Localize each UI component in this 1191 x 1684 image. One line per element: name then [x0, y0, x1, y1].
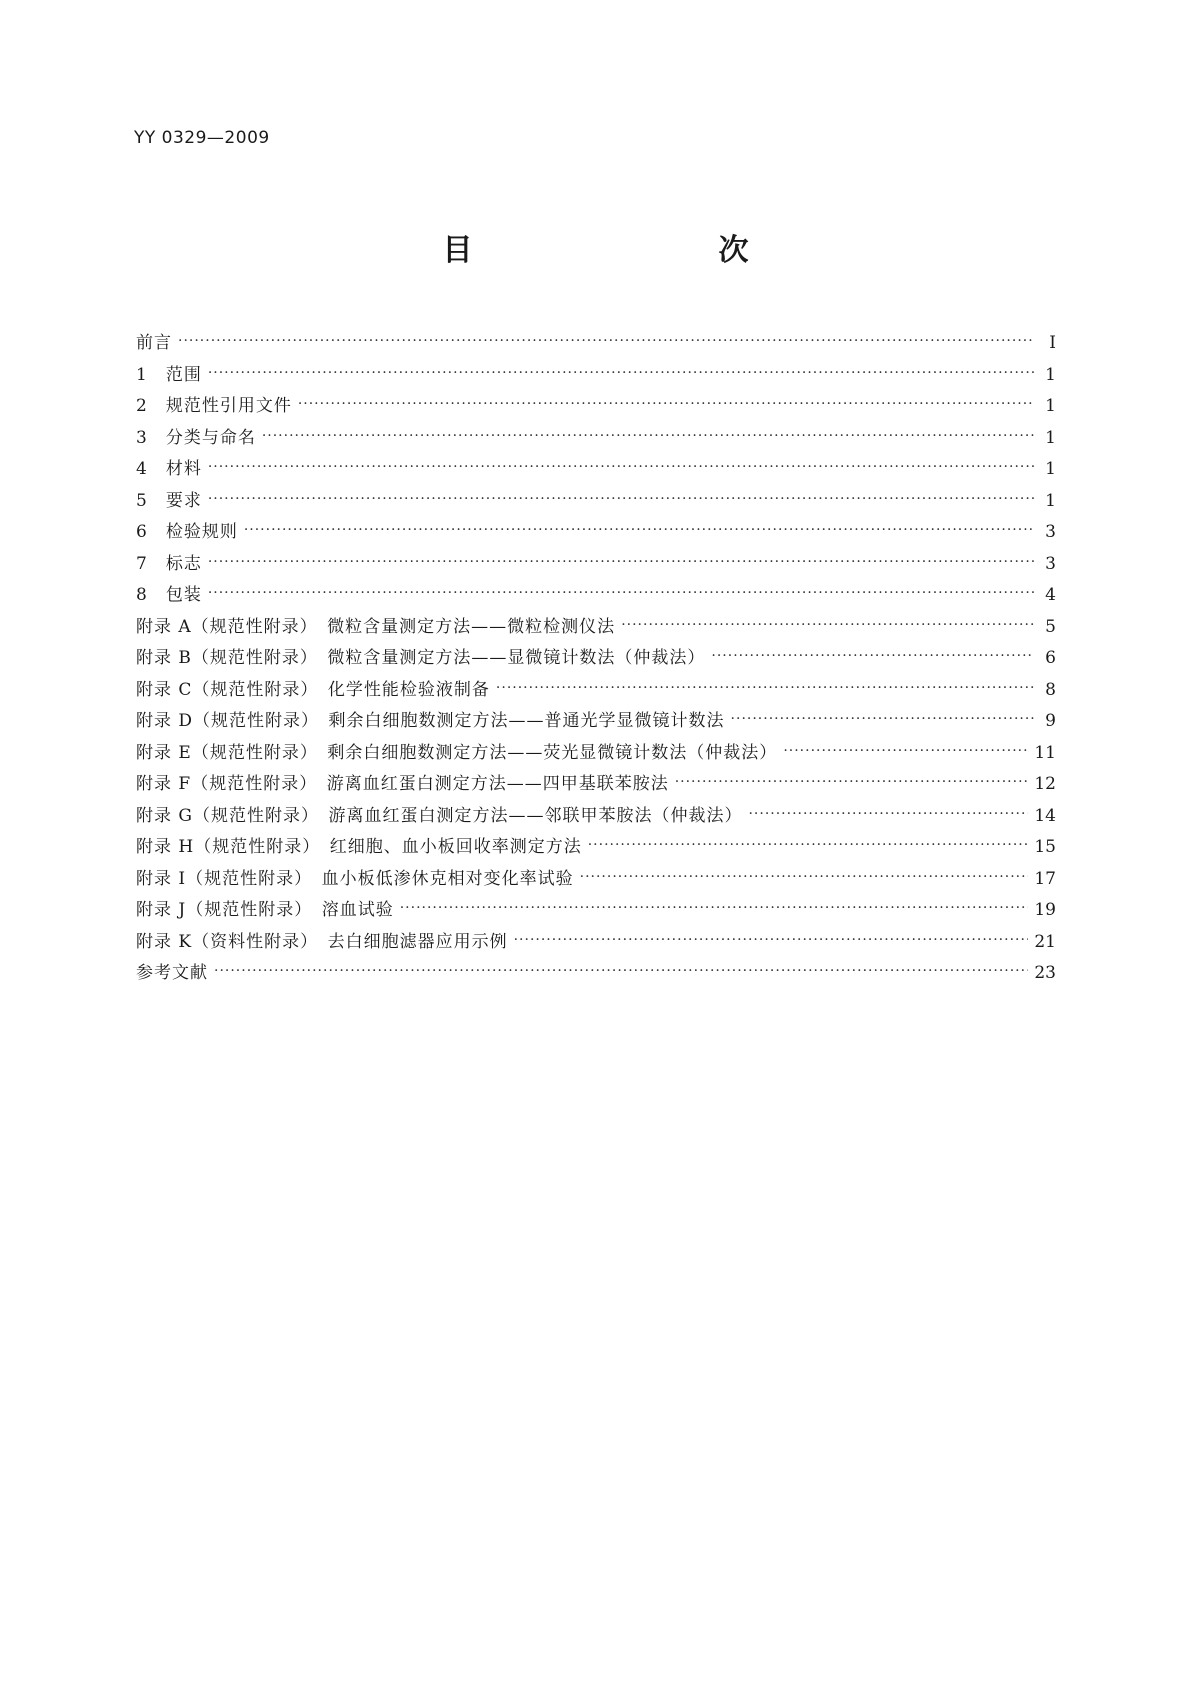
toc-entry-page: Ⅰ: [1049, 333, 1056, 353]
toc-entry-annex-k[interactable]: [136, 927, 1056, 959]
toc-entry-annex-g[interactable]: [136, 801, 1056, 833]
toc-entry-annex-a[interactable]: [136, 612, 1056, 644]
toc-leader-dots: [208, 554, 1034, 570]
toc-entry-materials[interactable]: [136, 454, 1056, 486]
toc-leader-dots: [214, 963, 1028, 979]
toc-entry-label: 附录 H（规范性附录） 红细胞、血小板回收率测定方法: [136, 837, 582, 857]
toc-entry-page: 5: [1045, 616, 1056, 637]
toc-leader-dots: [208, 459, 1034, 475]
toc-leader-dots: [496, 680, 1034, 696]
toc-leader-dots: [675, 774, 1029, 790]
toc-entry-label: 7 标志: [136, 553, 202, 574]
toc-entry-annex-e[interactable]: [136, 738, 1056, 770]
toc-entry-inspection-rules[interactable]: [136, 517, 1056, 549]
toc-entry-page: 3: [1045, 553, 1056, 574]
toc-entry-label: 1 范围: [136, 364, 202, 385]
toc-entry-label: 5 要求: [136, 490, 202, 511]
toc-entry-annex-h[interactable]: [136, 832, 1056, 864]
toc-leader-dots: [514, 932, 1029, 948]
toc-entry-label: 前言: [136, 333, 172, 353]
toc-entry-normative-references[interactable]: [136, 391, 1056, 423]
toc-leader-dots: [208, 491, 1034, 507]
toc-leader-dots: [621, 617, 1034, 633]
toc-entry-annex-j[interactable]: [136, 895, 1056, 927]
toc-entry-label: 4 材料: [136, 459, 202, 479]
toc-entry-label: 附录 C（规范性附录） 化学性能检验液制备: [136, 679, 490, 700]
toc-entry-page: 12: [1034, 774, 1056, 794]
toc-entry-label: 附录 A（规范性附录） 微粒含量测定方法——微粒检测仪法: [136, 616, 616, 637]
toc-leader-dots: [783, 743, 1028, 759]
toc-entry-page: 23: [1034, 963, 1056, 983]
toc-entry-label: 8 包装: [136, 585, 202, 605]
toc-entry-classification[interactable]: [136, 423, 1056, 455]
toc-entry-annex-f[interactable]: [136, 769, 1056, 801]
toc-leader-dots: [580, 869, 1029, 885]
standard-code: YY 0329—2009: [134, 128, 270, 148]
toc-entry-label: 2 规范性引用文件: [136, 396, 292, 416]
toc-entry-label: 附录 J（规范性附录） 溶血试验: [136, 900, 394, 920]
toc-leader-dots: [588, 837, 1029, 853]
toc-leader-dots: [244, 522, 1034, 538]
toc-entry-label: 附录 B（规范性附录） 微粒含量测定方法——显微镜计数法（仲裁法）: [136, 648, 706, 668]
toc-entry-annex-d[interactable]: [136, 706, 1056, 738]
toc-entry-marking[interactable]: [136, 549, 1056, 581]
toc-entry-label: 3 分类与命名: [136, 427, 256, 448]
toc-entry-page: 1: [1045, 396, 1056, 416]
toc-entry-bibliography[interactable]: [136, 958, 1056, 990]
toc-leader-dots: [178, 333, 1034, 349]
toc-entry-page: 17: [1034, 868, 1056, 889]
toc-entry-page: 15: [1034, 837, 1056, 857]
toc-leader-dots: [262, 428, 1034, 444]
toc-entry-page: 3: [1045, 522, 1056, 542]
toc-entry-page: 6: [1045, 648, 1056, 668]
toc-leader-dots: [208, 585, 1034, 601]
toc-entry-label: 附录 E（规范性附录） 剩余白细胞数测定方法——荧光显微镜计数法（仲裁法）: [136, 742, 778, 763]
toc-entry-label: 附录 G（规范性附录） 游离血红蛋白测定方法——邻联甲苯胺法（仲裁法）: [136, 805, 743, 826]
toc-entry-page: 1: [1045, 427, 1056, 448]
toc-entry-page: 1: [1045, 490, 1056, 511]
toc-entry-label: 附录 F（规范性附录） 游离血红蛋白测定方法——四甲基联苯胺法: [136, 774, 669, 794]
toc-leader-dots: [298, 396, 1034, 412]
toc-entry-page: 19: [1034, 900, 1056, 920]
toc-entry-label: 附录 I（规范性附录） 血小板低渗休克相对变化率试验: [136, 868, 574, 889]
toc-entry-annex-i[interactable]: [136, 864, 1056, 896]
toc-entry-page: 1: [1045, 364, 1056, 385]
toc-entry-label: 参考文献: [136, 963, 208, 983]
table-of-contents: [136, 328, 1056, 990]
toc-entry-label: 6 检验规则: [136, 522, 238, 542]
toc-leader-dots: [208, 365, 1034, 381]
toc-entry-requirements[interactable]: [136, 486, 1056, 518]
toc-entry-label: 附录 K（资料性附录） 去白细胞滤器应用示例: [136, 931, 508, 952]
toc-entry-annex-b[interactable]: [136, 643, 1056, 675]
toc-leader-dots: [748, 806, 1028, 822]
toc-entry-page: 14: [1034, 805, 1056, 826]
toc-leader-dots: [731, 711, 1034, 727]
toc-entry-page: 4: [1045, 585, 1056, 605]
toc-entry-scope[interactable]: [136, 360, 1056, 392]
toc-entry-label: 附录 D（规范性附录） 剩余白细胞数测定方法——普通光学显微镜计数法: [136, 711, 725, 731]
toc-leader-dots: [711, 648, 1034, 664]
toc-entry-page: 1: [1045, 459, 1056, 479]
toc-entry-page: 21: [1034, 931, 1056, 952]
toc-entry-annex-c[interactable]: [136, 675, 1056, 707]
toc-title: 目 次: [442, 233, 811, 268]
toc-entry-page: 11: [1034, 742, 1056, 763]
toc-leader-dots: [400, 900, 1029, 916]
toc-entry-packaging[interactable]: [136, 580, 1056, 612]
toc-entry-page: 9: [1045, 711, 1056, 731]
toc-entry-foreword[interactable]: [136, 328, 1056, 360]
toc-entry-page: 8: [1045, 679, 1056, 700]
